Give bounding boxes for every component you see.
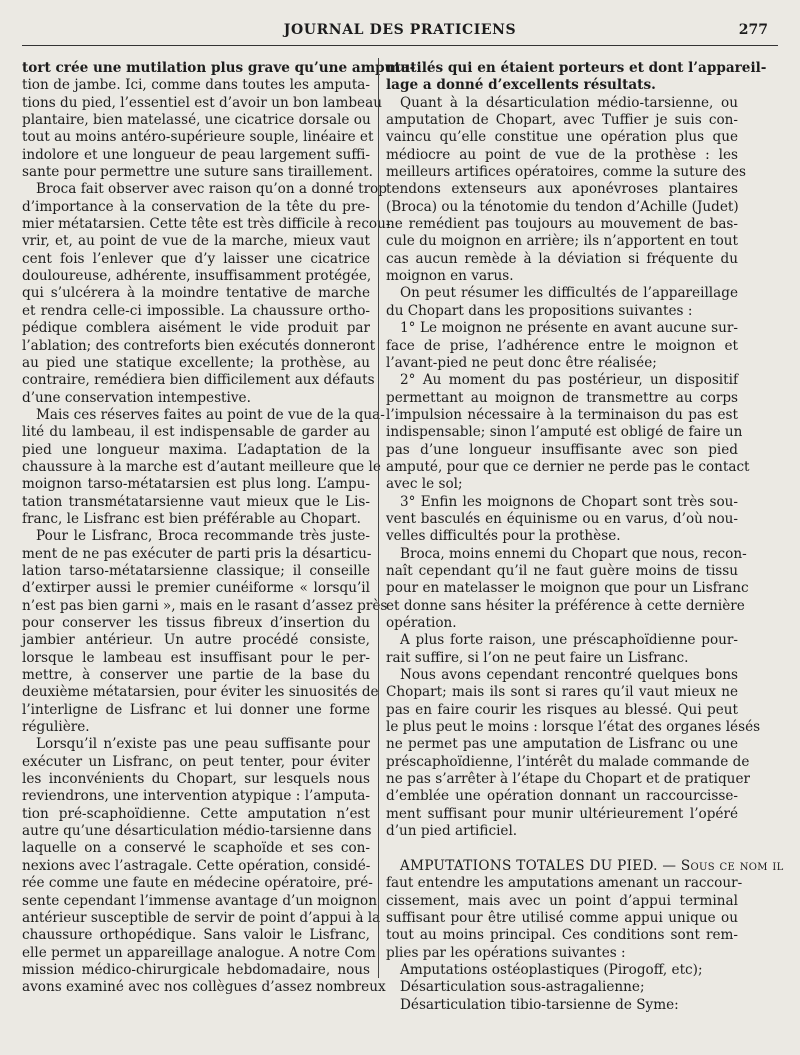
text-line: Chopart; mais ils sont si rares qu’il vaut mieux ne [386, 684, 738, 701]
text-line: exécuter un Lisfranc, on peut tenter, pour éviter [22, 753, 370, 770]
text-line: ment suffisant pour munir ultérieurement l’opéré [386, 805, 738, 822]
text-line: sante pour permettre une suture sans tiraillement. [22, 164, 373, 181]
text-line: médiocre au point de vue de la prothèse : les [386, 146, 738, 163]
text-line [386, 840, 738, 857]
page-number: 277 [738, 22, 768, 38]
text-line: indispensable; sinon l’amputé est obligé de faire un [386, 424, 743, 441]
text-line: vent basculés en équinisme ou en varus, d’où nou- [386, 510, 738, 527]
text-line: pour en matelasser le moignon que pour un Lisfranc [386, 580, 749, 597]
text-line: d’un pied artificiel. [386, 823, 518, 840]
text-line: lité du lambeau, il est indispensable de garder au [22, 424, 370, 441]
text-line: Quant à la désarticulation médio-tarsienne, ou [400, 94, 738, 111]
text-line: On peut résumer les difficultés de l’appareillage [400, 285, 738, 302]
text-line: Désarticulation sous-astragalienne; [400, 979, 645, 996]
text-line: Pour le Lisfranc, Broca recommande très juste- [36, 528, 370, 545]
text-line: deuxième métatarsien, pour éviter les sinuosités de [22, 684, 379, 701]
text-line: 3° Enfin les moignons de Chopart sont très sou- [400, 493, 738, 510]
text-line: rait suffire, si l’on ne peut faire un Lisfranc. [386, 649, 689, 666]
text-line: tation transmétatarsienne vaut mieux que le Lis- [22, 493, 370, 510]
text-line: pied une longueur maxima. L’adaptation de la [22, 441, 370, 458]
text-line: d’extirper aussi le premier cunéiforme « lorsqu’il [22, 580, 370, 597]
journal-title: JOURNAL DES PRATICIENS [283, 22, 517, 38]
text-line: et donne sans hésiter la préférence à cette dernière [386, 597, 745, 614]
text-line: tions du pied, l’essentiel est d’avoir un bon lambeau [22, 94, 382, 111]
text-line: avons examiné avec nos collègues d’assez nombreux [22, 979, 386, 996]
text-line: reviendrons, une intervention atypique : l’amputa- [22, 788, 370, 805]
text-line: l’interligne de Lisfranc et lui donner une forme [22, 701, 370, 718]
text-line: face de prise, l’adhérence entre le moignon et [386, 337, 738, 354]
text-line: Nous avons cependant rencontré quelques bons [400, 667, 738, 684]
text-line: Lorsqu’il n’existe pas une peau suffisante pour [36, 736, 370, 753]
text-line: opération. [386, 615, 457, 631]
text-line: ne pas s’arrêter à l’étape du Chopart et de pratiquer [386, 771, 750, 788]
text-line: cas aucun remède à la déviation si fréquente du [386, 250, 738, 267]
text-line: naît cependant qu’il ne faut guère moins de tissu [386, 562, 738, 579]
text-line: amputation de Chopart, avec Tuffier je suis con- [386, 112, 738, 129]
text-line: au pied une statique excellente; la prothèse, au [22, 354, 370, 371]
text-line: faut entendre les amputations amenant un raccour- [386, 875, 743, 892]
left-column [22, 60, 416, 997]
text-line: les inconvénients du Chopart, sur lesquels nous [22, 771, 370, 788]
column-divider [378, 58, 379, 978]
text-line: ment de ne pas exécuter de parti pris la désarticu- [22, 545, 372, 562]
text-line: nexions avec l’astragale. Cette opération, considé- [22, 857, 371, 874]
text-line: l’avant-pied ne peut donc être réalisée; [386, 354, 657, 371]
right-column [386, 60, 784, 1014]
text-line: tout au moins principal. Ces conditions sont rem- [386, 927, 738, 944]
text-line: tendons extenseurs aux aponévroses plantaires [386, 181, 738, 198]
text-line: d’emblée une opération donnant un raccourcisse- [386, 788, 738, 805]
text-line: ne permet pas une amputation de Lisfranc ou une [386, 736, 738, 753]
text-line: lorsque le lambeau est insuffisant pour le per- [22, 649, 370, 666]
text-line: cissement, mais avec un point d’appui terminal [386, 892, 738, 909]
text-line: du Chopart dans les propositions suivantes : [386, 302, 693, 319]
text-line: 1° Le moignon ne présente en avant aucune sur- [400, 320, 738, 337]
text-line: préscaphoïdienne, l’intérêt du malade commande de [386, 753, 750, 770]
text-line: A plus forte raison, une préscaphoïdienne pour- [400, 632, 738, 649]
text-line: Broca, moins ennemi du Chopart que nous, recon- [400, 545, 747, 562]
text-line: suffisant pour être utilisé comme appui unique ou [386, 909, 738, 926]
text-line: mutilés qui en étaient porteurs et dont l’appareil- [386, 60, 767, 76]
text-line: Mais ces réserves faites au point de vue de la qua- [36, 406, 385, 423]
text-line: pour conserver les tissus fibreux d’insertion du [22, 615, 370, 631]
text-line: jambier antérieur. Un autre procédé consiste, [22, 632, 370, 649]
text-line: pas d’une longueur insuffisante avec son pied [386, 441, 738, 458]
text-line: plies par les opérations suivantes : [386, 944, 626, 961]
text-line: (Broca) ou la ténotomie du tendon d’Achille (Judet) [386, 198, 739, 215]
text-line: antérieur susceptible de servir de point d’appui à la [22, 909, 381, 926]
text-line: rée comme une faute en médecine opératoire, pré- [22, 875, 373, 892]
header-rule [22, 45, 778, 46]
text-line: douloureuse, adhérente, insuffisamment protégée, [22, 268, 372, 285]
text-line: mettre, à conserver une partie de la base du [22, 667, 370, 684]
text-line: tion pré-scaphoïdienne. Cette amputation n’est [22, 805, 370, 822]
text-line: Désarticulation tibio-tarsienne de Syme: [400, 996, 679, 1013]
text-line: régulière. [22, 719, 90, 736]
text-line: autre qu’une désarticulation médio-tarsienne dans [22, 823, 372, 840]
text-line: l’ablation; des contreforts bien exécutés donneront [22, 337, 376, 354]
text-line: mission médico-chirurgicale hebdomadaire, nous [22, 961, 370, 978]
text-line: meilleurs artifices opératoires, comme la suture des [386, 164, 746, 181]
text-line: amputé, pour que ce dernier ne perde pas le contact [386, 458, 750, 475]
text-line: l’impulsion nécessaire à la terminaison du pas est [386, 406, 738, 423]
text-line: Broca fait observer avec raison qu’on a donné trop [36, 181, 387, 198]
text-line: laquelle on a conservé le scaphoïde et ses con- [22, 840, 370, 857]
text-line: cule du moignon en arrière; ils n’apportent en tout [386, 233, 738, 250]
text-line: indolore et une longueur de peau largement suffi- [22, 146, 370, 163]
text-line: moignon en varus. [386, 268, 514, 285]
text-line: d’une conservation intempestive. [22, 389, 251, 406]
text-line: n’est pas bien garni », mais en le rasant d’assez près [22, 597, 388, 614]
text-line: pédique comblera aisément le vide produit par [22, 320, 370, 337]
text-line: Amputations ostéoplastiques (Pirogoff, etc); [400, 961, 703, 978]
text-line: le plus peut le moins : lorsque l’état des organes lésés [386, 719, 761, 736]
text-line: ne remédient pas toujours au mouvement de bas- [386, 216, 738, 233]
text-line: tort crée une mutilation plus grave qu’une amputa- [22, 60, 416, 76]
text-line: cent fois l’enlever que d’y laisser une cicatrice [22, 250, 370, 267]
text-line: et rendra celle-ci impossible. La chaussure ortho- [22, 302, 370, 319]
text-line: permettant au moignon de transmettre au corps [386, 389, 738, 406]
text-line: contraire, remédiera bien difficilement aux défauts [22, 372, 375, 389]
text-line: AMPUTATIONS TOTALES DU PIED. — Sous ce nom il [400, 857, 784, 874]
text-line: vaincu qu’elle constitue une opération plus que [386, 129, 738, 146]
text-line: tion de jambe. Ici, comme dans toutes les amputa- [22, 77, 370, 94]
text-line: franc, le Lisfranc est bien préférable au Chopart. [22, 510, 361, 527]
text-line: chaussure orthopédique. Sans valoir le Lisfranc, [22, 927, 370, 944]
text-line: 2° Au moment du pas postérieur, un dispositif [400, 372, 738, 389]
text-line: pas en faire courir les risques au blessé. Qui peut [386, 701, 738, 718]
text-line: qui s’ulcérera à la moindre tentative de marche [22, 285, 370, 302]
text-line: avec le sol; [386, 476, 463, 493]
text-line: tout au moins antéro-supérieure souple, linéaire et [22, 129, 374, 146]
text-line: chaussure à la marche est d’autant meilleure que le [22, 458, 381, 475]
text-line: sente cependant l’immense avantage d’un moignon [22, 892, 377, 909]
text-line: lation tarso-métatarsienne classique; il conseille [22, 562, 370, 579]
text-line: mier métatarsien. Cette tête est très difficile à recou- [22, 216, 391, 233]
text-line: d’importance à la conservation de la tête du pre- [22, 198, 370, 215]
text-line: lage a donné d’excellents résultats. [386, 77, 656, 94]
text-line: velles difficultés pour la prothèse. [386, 528, 621, 545]
text-line: vrir, et, au point de vue de la marche, mieux vaut [22, 233, 370, 250]
text-line: elle permet un appareillage analogue. A notre Com [22, 944, 376, 961]
text-line: plantaire, bien matelassé, une cicatrice dorsale ou [22, 112, 371, 129]
text-line: moignon tarso-métatarsien est plus long. L’ampu- [22, 476, 370, 493]
